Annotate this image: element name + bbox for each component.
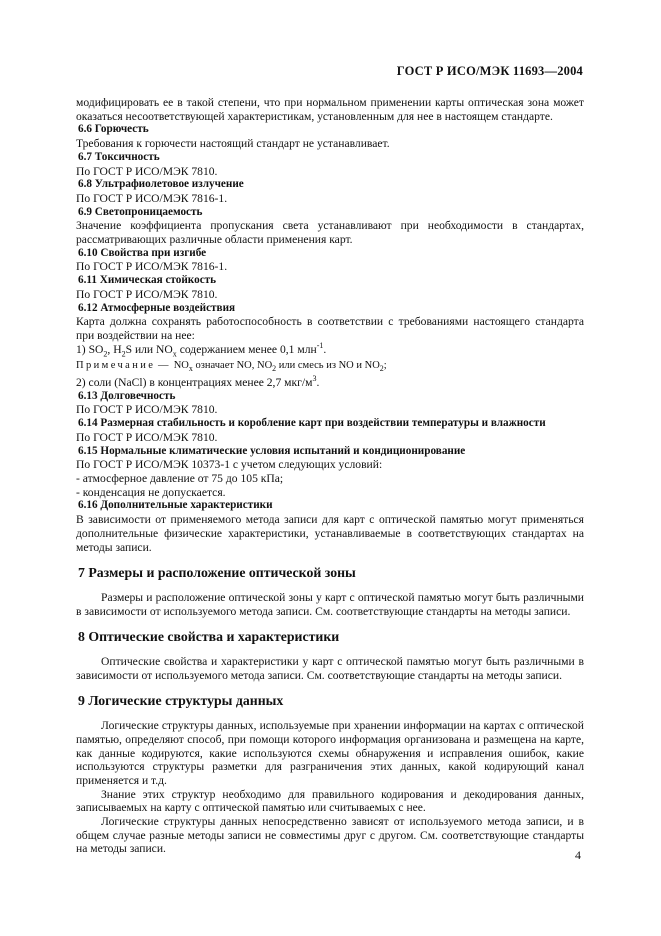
section-6-7-text: По ГОСТ Р ИСО/МЭК 7810.: [76, 164, 218, 178]
page-number: 4: [575, 848, 581, 862]
h2s-nox-formula: $H_2S$ или $NO_x$: [113, 342, 177, 358]
note-label: Примечание: [76, 360, 156, 372]
section-6-13-text: По ГОСТ Р ИСО/МЭК 7810.: [76, 403, 218, 417]
section-7-heading: 7 Размеры и расположение оптической зоны: [78, 565, 356, 581]
section-6-8-text: По ГОСТ Р ИСО/МЭК 7816-1.: [76, 191, 228, 205]
section-9-paragraph-3: Логические структуры данных непосредственно зависят от используемого метода записи, и в общем случае разные методы записи не совместимы друг с другом. См. соответствующие стандарты на методы записи.: [76, 815, 584, 856]
section-6-14-text: По ГОСТ Р ИСО/МЭК 7810.: [76, 430, 218, 444]
section-6-12-item-2: 2) соли (NaCl) в концентрациях менее 2,7 мкг/$м^3$.: [76, 374, 320, 390]
section-6-15-text: По ГОСТ Р ИСО/МЭК 10373-1 с учетом следующих условий:: [76, 458, 383, 472]
section-6-9-heading: 6.9 Светопроницаемость: [78, 205, 203, 218]
section-7-text: Размеры и расположение оптической зоны у карт с оптической памятью могут быть различными в зависимости от используемого метода записи. См. соответствующие стандарты на методы записи.: [76, 590, 584, 618]
section-9-heading: 9 Логические структуры данных: [78, 693, 284, 709]
section-9-paragraph-2: Знание этих структур необходимо для правильного кодирования и декодирования данных, записываемых на карту с оптической памятью или считываемых с нее.: [76, 787, 584, 815]
section-6-12-text: Карта должна сохранять работоспособность в соответствии с требованиями настоящего стандарта при воздействии на нее:: [76, 315, 584, 342]
standard-header: ГОСТ Р ИСО/МЭК 11693—2004: [396, 64, 583, 78]
item-1-rest: содержанием менее 0,1 млн$^{-1}$.: [179, 340, 327, 356]
item-1-number: 1): [76, 342, 86, 356]
section-6-6-heading: 6.6 Горючесть: [78, 123, 149, 136]
section-8-heading: 8 Оптические свойства и характеристики: [78, 629, 340, 645]
section-6-15-heading: 6.15 Нормальные климатические условия испытаний и кондиционирование: [78, 444, 466, 457]
section-6-13-heading: 6.13 Долговечность: [78, 389, 176, 402]
section-6-8-heading: 6.8 Ультрафиолетовое излучение: [78, 178, 244, 191]
intro-paragraph: модифицировать ее в такой степени, что при нормальном применении карты оптическая зона может оказаться несоответствующей характеристикам, установленным для нее в настоящем стандарте.: [76, 96, 584, 123]
section-6-15-bullet: - конденсация не допускается.: [76, 485, 226, 499]
section-6-14-heading: 6.14 Размерная стабильность и коробление карт при воздействии температуры и влажности: [78, 417, 546, 430]
section-6-7-heading: 6.7 Токсичность: [78, 150, 160, 163]
section-6-12-item-1: [76, 340, 584, 358]
section-9-paragraph-1: Логические структуры данных, используемые при хранении информации на картах с оптической памятью, определяют способ, при помощи которого информация организована и размещена на карте, как данные кодируются, какие используются схемы обнаружения и исправления ошибок, какие используются структуры разметки для разграничения этих данных, какой кодирующий канал применяется и т.д.: [76, 719, 584, 787]
section-6-11-heading: 6.11 Химическая стойкость: [78, 274, 217, 287]
so2-formula: $SO_2$,: [88, 342, 111, 358]
section-8-text: Оптические свойства и характеристики у карт с оптической памятью могут быть различными в зависимости от используемого метода записи. См. соответствующие стандарты на методы записи.: [76, 655, 584, 682]
section-6-10-heading: 6.10 Свойства при изгибе: [78, 246, 207, 259]
section-6-11-text: По ГОСТ Р ИСО/МЭК 7810.: [76, 287, 218, 301]
section-6-16-text: В зависимости от применяемого метода записи для карт с оптической памятью могут применяться дополнительные физические характеристики, устанавливаемые в соответствующих стандартах на методы записи.: [76, 513, 584, 554]
section-6-12-note: Примечание — $NO_x$ означает NO, $NO_2$ или смесь из NO и $NO_2$;: [76, 360, 387, 374]
section-6-16-heading: 6.16 Дополнительные характеристики: [78, 499, 273, 512]
section-6-10-text: По ГОСТ Р ИСО/МЭК 7816-1.: [76, 260, 228, 274]
document-body: [76, 96, 584, 856]
section-6-12-heading: 6.12 Атмосферные воздействия: [78, 301, 236, 314]
section-6-6-text: Требования к горючести настоящий стандарт не устанавливает.: [76, 137, 390, 151]
section-6-9-text: Значение коэффициента пропускания света устанавливают при необходимости в стандартах, рассматривающих различные области применения карт.: [76, 219, 584, 247]
section-6-15-bullet: - атмосферное давление от 75 до 105 кПа;: [76, 471, 284, 485]
